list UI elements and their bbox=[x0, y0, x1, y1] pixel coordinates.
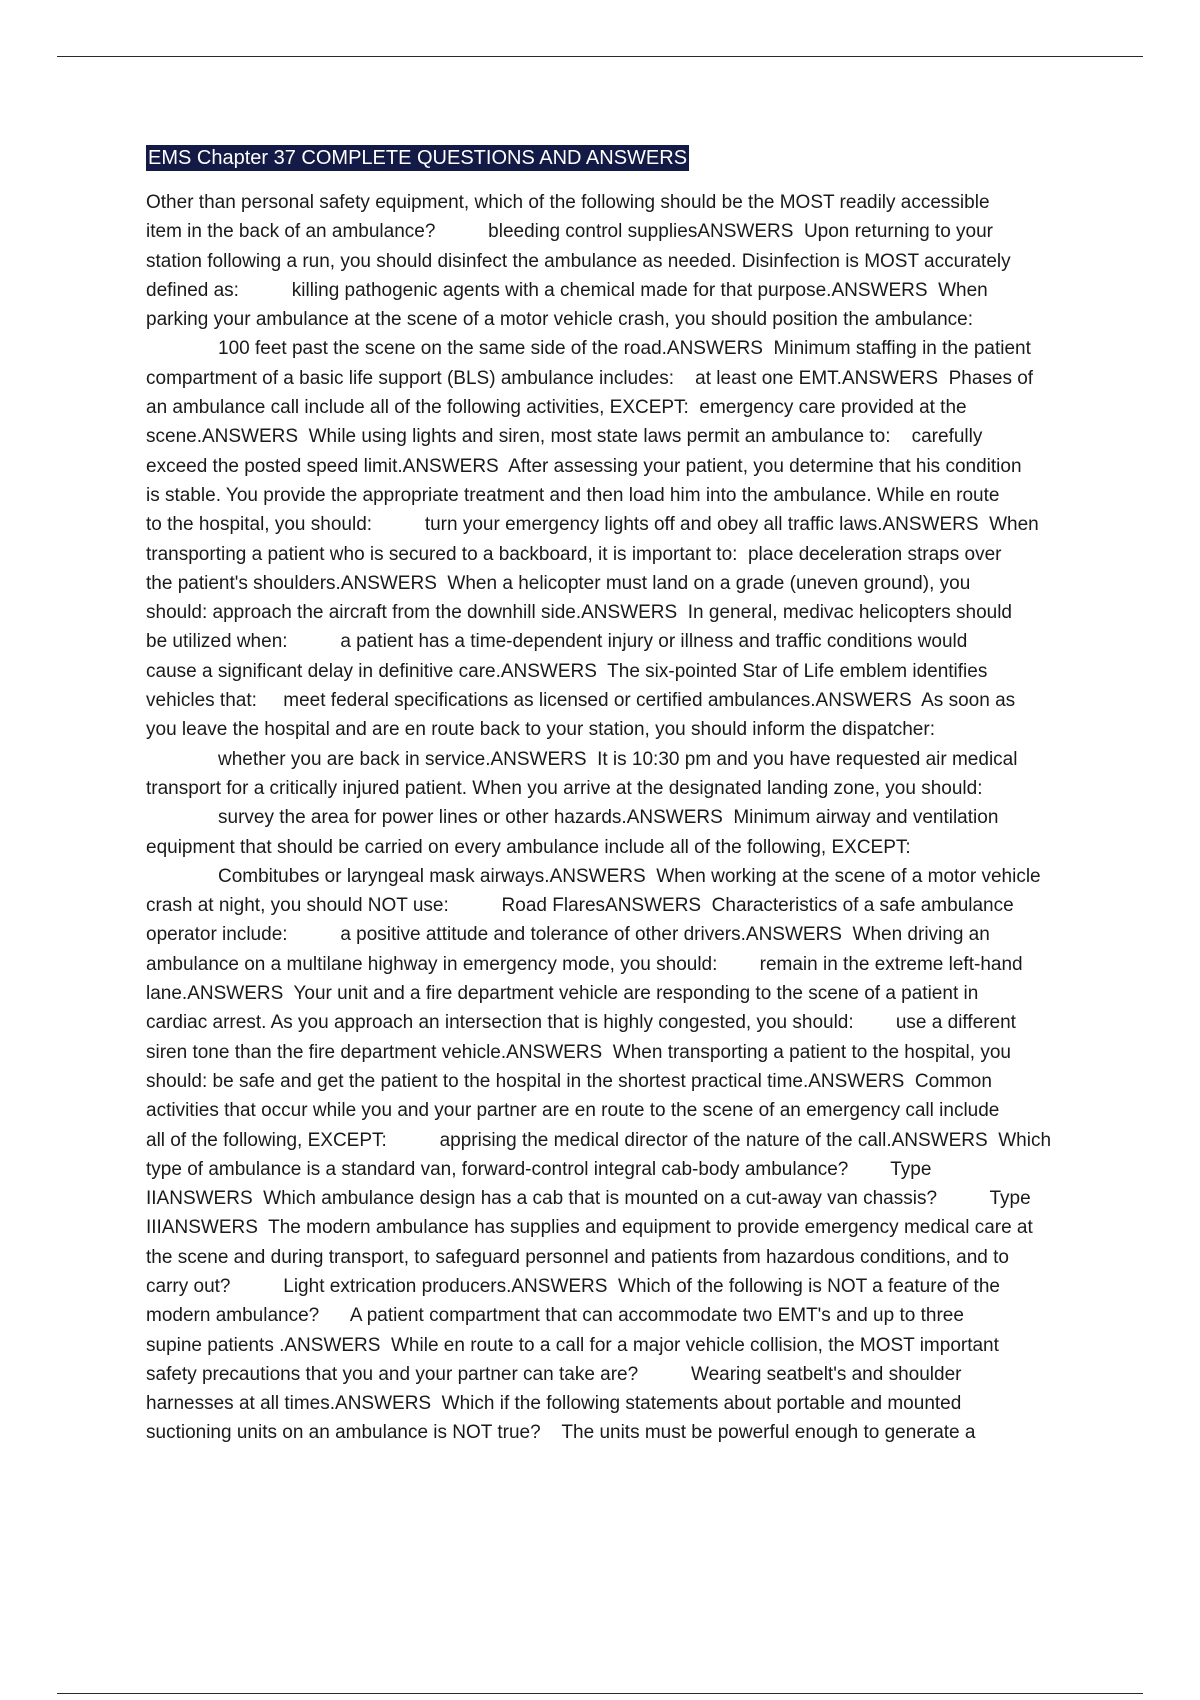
body-line: lane.ANSWERS Your unit and a fire department vehicle are responding to the scene of a patient in bbox=[146, 983, 979, 1005]
body-line: modern ambulance? A patient compartment that can accommodate two EMT's and up to three bbox=[146, 1305, 964, 1327]
body-line: harnesses at all times.ANSWERS Which if the following statements about portable and mounted bbox=[146, 1393, 962, 1415]
body-line: safety precautions that you and your partner can take are? Wearing seatbelt's and shoulder bbox=[146, 1363, 962, 1385]
body-line: vehicles that: meet federal specifications as licensed or certified ambulances.ANSWERS As soon as bbox=[146, 690, 1016, 712]
body-line: crash at night, you should NOT use: Road FlaresANSWERS Characteristics of a safe ambulance bbox=[146, 895, 1014, 917]
body-line: should: be safe and get the patient to the hospital in the shortest practical time.ANSWERS Common bbox=[146, 1070, 992, 1092]
body-line: operator include: a positive attitude and tolerance of other drivers.ANSWERS When driving an bbox=[146, 924, 990, 946]
body-line: Combitubes or laryngeal mask airways.ANSWERS When working at the scene of a motor vehicle bbox=[218, 865, 1041, 887]
body-line: scene.ANSWERS While using lights and siren, most state laws permit an ambulance to: carefully bbox=[146, 426, 983, 448]
document-body bbox=[146, 188, 1086, 1448]
body-line: to the hospital, you should: turn your emergency lights off and obey all traffic laws.ANSWERS When bbox=[146, 514, 1039, 536]
body-line: you leave the hospital and are en route back to your station, you should inform the dispatcher: bbox=[146, 719, 935, 741]
body-line: defined as: killing pathogenic agents with a chemical made for that purpose.ANSWERS When bbox=[146, 279, 988, 301]
body-line: is stable. You provide the appropriate treatment and then load him into the ambulance. While en route bbox=[146, 484, 1000, 506]
body-line: whether you are back in service.ANSWERS It is 10:30 pm and you have requested air medical bbox=[218, 748, 1018, 770]
body-line: cause a significant delay in definitive care.ANSWERS The six-pointed Star of Life emblem identifies bbox=[146, 660, 988, 682]
body-line: Other than personal safety equipment, which of the following should be the MOST readily accessible bbox=[146, 192, 990, 213]
body-line: cardiac arrest. As you approach an intersection that is highly congested, you should: use a different bbox=[146, 1012, 1016, 1034]
top-rule bbox=[57, 56, 1143, 57]
document-title: EMS Chapter 37 COMPLETE QUESTIONS AND ANSWERS bbox=[148, 147, 688, 169]
body-line: survey the area for power lines or other hazards.ANSWERS Minimum airway and ventilation bbox=[218, 807, 999, 829]
body-line: equipment that should be carried on every ambulance include all of the following, EXCEPT: bbox=[146, 836, 911, 858]
body-line: exceed the posted speed limit.ANSWERS After assessing your patient, you determine that his condition bbox=[146, 455, 1022, 477]
body-line: transporting a patient who is secured to a backboard, it is important to: place deceleration straps over bbox=[146, 543, 1002, 565]
body-line: parking your ambulance at the scene of a motor vehicle crash, you should position the ambulance: bbox=[146, 309, 973, 331]
body-line: siren tone than the fire department vehicle.ANSWERS When transporting a patient to the hospital, you bbox=[146, 1041, 1011, 1063]
body-line: should: approach the aircraft from the downhill side.ANSWERS In general, medivac helicopters should bbox=[146, 602, 1012, 624]
body-line: transport for a critically injured patient. When you arrive at the designated landing zone, you should: bbox=[146, 777, 983, 799]
body-line: all of the following, EXCEPT: apprising the medical director of the nature of the call.ANSWERS Which bbox=[146, 1129, 1052, 1151]
body-line: be utilized when: a patient has a time-dependent injury or illness and traffic conditions would bbox=[146, 631, 968, 653]
body-line: the patient's shoulders.ANSWERS When a helicopter must land on a grade (uneven ground), you bbox=[146, 572, 971, 594]
body-line: item in the back of an ambulance? bleeding control suppliesANSWERS Upon returning to your bbox=[146, 221, 994, 243]
bottom-rule bbox=[57, 1693, 1143, 1694]
body-line: suctioning units on an ambulance is NOT true? The units must be powerful enough to generate a bbox=[146, 1422, 976, 1444]
body-line: compartment of a basic life support (BLS) ambulance includes: at least one EMT.ANSWERS Phases of bbox=[146, 367, 1034, 389]
body-line: carry out? Light extrication producers.ANSWERS Which of the following is NOT a feature of the bbox=[146, 1275, 1000, 1297]
body-line: the scene and during transport, to safeguard personnel and patients from hazardous conditions, and to bbox=[146, 1246, 1009, 1268]
body-line: an ambulance call include all of the following activities, EXCEPT: emergency care provided at the bbox=[146, 397, 967, 419]
body-line: type of ambulance is a standard van, forward-control integral cab-body ambulance? Type bbox=[146, 1158, 932, 1180]
body-line: IIIANSWERS The modern ambulance has supplies and equipment to provide emergency medical care at bbox=[146, 1217, 1033, 1239]
body-line: IIANSWERS Which ambulance design has a cab that is mounted on a cut-away van chassis? Type bbox=[146, 1188, 1031, 1210]
body-line: station following a run, you should disinfect the ambulance as needed. Disinfection is MOST accurately bbox=[146, 250, 1011, 272]
body-line: 100 feet past the scene on the same side of the road.ANSWERS Minimum staffing in the patient bbox=[218, 338, 1031, 360]
body-line: supine patients .ANSWERS While en route to a call for a major vehicle collision, the MOST important bbox=[146, 1334, 999, 1356]
body-line: ambulance on a multilane highway in emergency mode, you should: remain in the extreme left-hand bbox=[146, 953, 1023, 975]
body-line: activities that occur while you and your partner are en route to the scene of an emergency call include bbox=[146, 1100, 1000, 1122]
